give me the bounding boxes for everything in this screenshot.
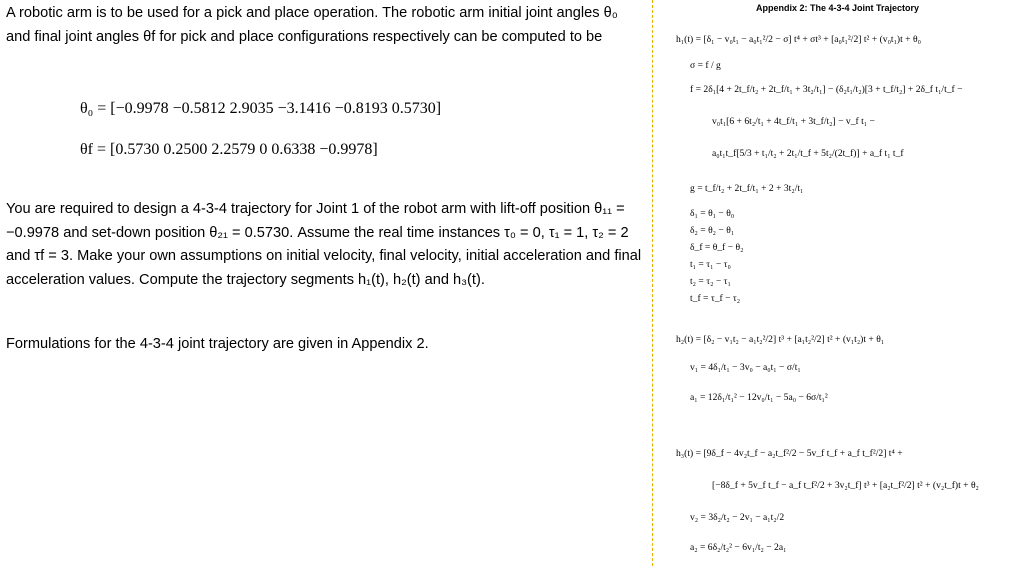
theta0-vector: θ₀ = [−0.9978 −0.5812 2.9035 −3.1416 −0.8193 0.5730] [80, 100, 442, 117]
formula-delta1: δ₁ = θ₁ − θ₀ [690, 208, 735, 219]
formula-h3: h₃(t) = [9δ_f − 4v₂t_f − a₂t_f²/2 − 5v_f t_f + a_f t_f²/2] t⁴ + [676, 448, 903, 459]
formula-g: g = t_f/t₂ + 2t_f/t₁ + 2 + 3t₂/t₁ [690, 183, 804, 194]
formula-tf: t_f = τ_f − τ₂ [690, 293, 741, 304]
question-task-text: You are required to design a 4-3-4 trajectory for Joint 1 of the robot arm with lift-off position θ₁₁ = −0.9978 and set-down position θ₂₁ = 0.5730. Assume the real time instances τ₀ = 0, τ₁ = 1, τ₂ = 2 and τf = 3. Make your own assumptions on initial velocity, final velocity, initial acceleration and final acceleration values. Compute the trajectory segments h₁(t), h₂(t) and h₃(t). [6, 201, 642, 288]
formula-v1: v₁ = 4δ₁/t₁ − 3v₀ − a₀t₁ − σ/t₁ [690, 362, 801, 373]
formula-a2: a₂ = 6δ₂/t₂² − 6v₁/t₂ − 2a₁ [690, 542, 787, 553]
formula-f-cont1: v₀t₁[6 + 6t₂/t₁ + 4t_f/t₁ + 3t_f/t₂] − v_f t₁ − [712, 116, 875, 127]
formula-h1: h₁(t) = [δ₁ − v₀t₁ − a₀t₁²/2 − σ] t⁴ + σt³ + [a₀t₁²/2] t² + (v₀t₁)t + θ₀ [676, 34, 921, 45]
formula-h2: h₂(t) = [δ₂ − v₁t₂ − a₁t₂²/2] t³ + [a₁t₂²/2] t² + (v₁t₂)t + θ₁ [676, 334, 885, 345]
formula-f: f = 2δ₁[4 + 2t_f/t₂ + 2t_f/t₁ + 3t₂/t₁] − (δ₂t₁/t₂)[3 + t_f/t₂] + 2δ_f t₁/t_f − [690, 84, 963, 95]
formula-delta2: δ₂ = θ₂ − θ₁ [690, 225, 735, 236]
appendix-reference-text: Formulations for the 4-3-4 joint trajectory are given in Appendix 2. [6, 336, 429, 352]
formula-deltaf: δ_f = θ_f − θ₂ [690, 242, 744, 253]
question-intro-text: A robotic arm is to be used for a pick and place operation. The robotic arm initial joint angles θ₀ and final joint angles θf for pick and place configurations respectively can be computed to be [6, 5, 618, 45]
formula-t2: t₂ = τ₂ − τ₁ [690, 276, 731, 287]
appendix-panel [676, 0, 1022, 566]
formula-t1: t₁ = τ₁ − τ₀ [690, 259, 731, 270]
appendix-title: Appendix 2: The 4-3-4 Joint Trajectory [756, 3, 920, 13]
formula-a1: a₁ = 12δ₁/t₁² − 12v₀/t₁ − 5a₀ − 6σ/t₁² [690, 392, 828, 403]
formula-sigma: σ = f / g [690, 60, 721, 71]
formula-v2: v₂ = 3δ₂/t₂ − 2v₁ − a₁t₂/2 [690, 512, 785, 523]
formula-h3-cont: [−8δ_f + 5v_f t_f − a_f t_f²/2 + 3v₂t_f] t³ + [a₂t_f²/2] t² + (v₂t_f)t + θ₂ [712, 480, 979, 491]
column-divider [652, 0, 653, 566]
thetaf-vector: θf = [0.5730 0.2500 2.2579 0 0.6338 −0.9978] [80, 141, 378, 158]
formula-f-cont2: a₀t₁t_f[5/3 + t₁/t₂ + 2t₁/t_f + 5t₂/(2t_f)] + a_f t₁ t_f [712, 148, 904, 159]
